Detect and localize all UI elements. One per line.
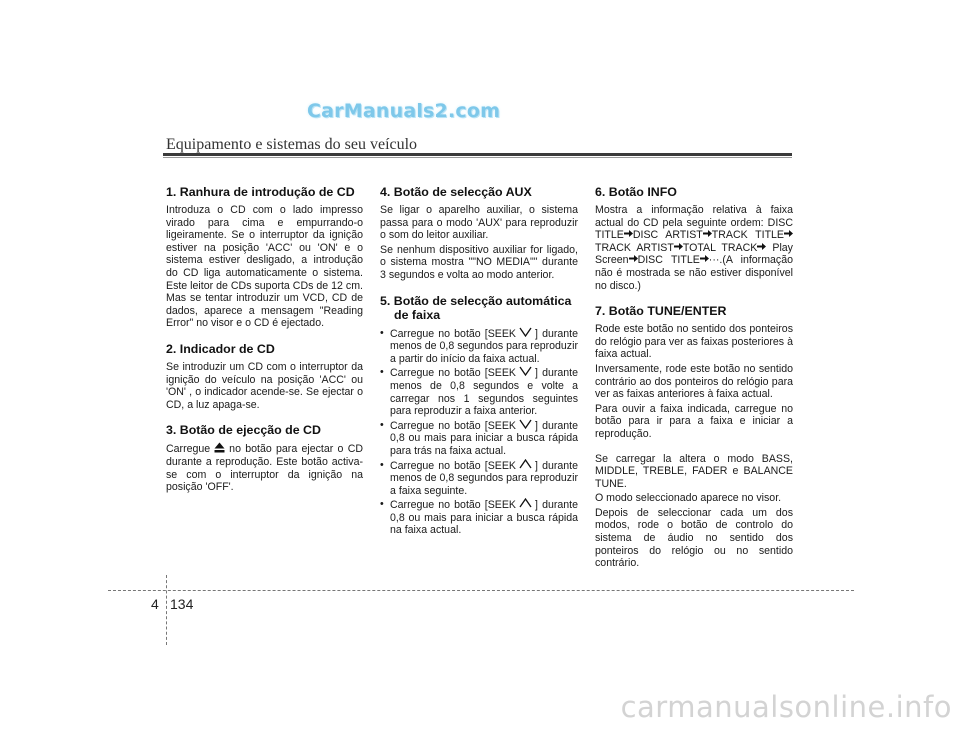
list-item	[380, 498, 578, 537]
info-seq-1: Mostra a informação relativa à faixa actual do CD pela seguinte ordem: DISC TITLE	[595, 204, 793, 242]
list-item	[380, 459, 578, 498]
section-text-cd-indicator: Se introduzir um CD com o interruptor da ignição do veículo na posição 'ACC' ou 'ON' , o indicador acende-se. Se ejectar o CD, a luz apaga-se.	[166, 360, 363, 411]
eject-text-a: Carregue	[166, 443, 211, 456]
footer-dashed-divider	[166, 575, 167, 645]
column-2	[380, 185, 578, 538]
arrow-right-icon	[629, 255, 638, 262]
section-title-cd-indicator: 2. Indicador de CD	[166, 341, 275, 356]
section-text-info	[595, 204, 793, 292]
bullet-rest: durante 0,8 ou mais para iniciar a busca rápida na faixa actual.	[390, 499, 578, 537]
page-header-title: Equipamento e sistemas do seu veículo	[166, 136, 418, 153]
list-item	[380, 419, 578, 458]
arrow-right-icon	[624, 230, 633, 237]
header-rule-thin	[163, 157, 792, 158]
section-text-aux-1: Se ligar o aparelho auxiliar, o sistema passa para o modo 'AUX' para reproduzir o som do leitor auxiliar.	[380, 204, 578, 242]
list-item	[380, 366, 578, 417]
section-text-tune-5: O modo seleccionado aparece no visor.	[595, 492, 782, 505]
bullet-post: ]	[535, 499, 538, 512]
bullet-post: ]	[535, 419, 538, 432]
bullet-rest: durante menos de 0,8 segundos para reproduzir a partir do início da faixa actual.	[390, 327, 578, 365]
column-1	[166, 185, 363, 500]
section-text-tune-2: Inversamente, rode este botão no sentido contrário ao dos ponteiros do relógio para ver as faixas anteriores à faixa actual.	[595, 362, 793, 401]
seek-title-line2: de faixa	[394, 307, 441, 322]
info-seq-5: TOTAL TRACK	[682, 241, 758, 254]
chevron-down-icon	[519, 419, 532, 429]
chevron-up-icon	[519, 459, 532, 469]
bullet-post: ]	[535, 327, 538, 340]
seek-title-line1: 5. Botão de selecção automática	[380, 293, 572, 308]
bullet-rest: durante 0,8 ou mais para iniciar a busca rápida para trás na faixa actual.	[390, 419, 578, 457]
seek-bullet-list	[380, 327, 578, 538]
carmanualsonline-watermark: carmanualsonline.info	[620, 690, 952, 724]
carmanuals2-watermark: CarManuals2.com	[307, 100, 501, 122]
chevron-up-icon	[519, 498, 532, 508]
arrow-right-icon	[703, 230, 712, 237]
section-text-tune-4: Se carregar la altera o modo BASS, MIDDLE, TREBLE, FADER e BALANCE TUNE.	[595, 452, 793, 490]
bullet-pre: Carregue no botão [SEEK	[390, 499, 516, 512]
footer-dashed-rule	[108, 590, 854, 591]
section-title-aux-button: 4. Botão de selecção AUX	[380, 185, 532, 199]
section-title-tune-button: 7. Botão TUNE/ENTER	[595, 304, 727, 319]
header-rule	[163, 153, 792, 156]
section-title-eject-button: 3. Botão de ejecção de CD	[166, 423, 321, 438]
page-number: 134	[170, 596, 194, 612]
bullet-post: ]	[535, 367, 538, 380]
bullet-pre: Carregue no botão [SEEK	[390, 419, 516, 432]
bullet-pre: Carregue no botão [SEEK	[390, 327, 516, 340]
bullet-pre: Carregue no botão [SEEK	[390, 459, 516, 472]
info-seq-6: Play Screen	[595, 241, 793, 267]
info-seq-4: TRACK ARTIST	[595, 241, 674, 254]
bullet-post: ]	[535, 459, 538, 472]
section-title-info-button: 6. Botão INFO	[595, 185, 677, 199]
chevron-down-icon	[519, 366, 532, 376]
section-text-eject-button	[166, 442, 363, 493]
eject-text-b: no botão para ejectar o CD durante a reprodução. Este botão activa-se com o interruptor da ignição na posição 'OFF'.	[166, 443, 363, 494]
section-text-tune-6: Depois de seleccionar cada um dos modos, rode o botão de controlo do sistema de áudio no sentido dos ponteiros do relógio ou no sentido contrário.	[595, 506, 793, 570]
chevron-down-icon	[519, 327, 532, 337]
info-seq-3: TRACK TITLE	[711, 229, 784, 242]
section-title-seek-button	[380, 294, 578, 322]
section-title-cd-slot: 1. Ranhura de introdução de CD	[166, 185, 355, 199]
arrow-right-icon	[757, 243, 766, 250]
section-text-aux-2: Se nenhum dispositivo auxiliar for ligado, o sistema mostra ""NO MEDIA"" durante 3 segundos e volta ao modo anterior.	[380, 243, 578, 281]
section-text-tune-1: Rode este botão no sentido dos ponteiros do relógio para ver as faixas posteriores à faixa actual.	[595, 323, 793, 361]
section-text-tune-3: Para ouvir a faixa indicada, carregue no botão para ir para a faixa e iniciar a reprodução.	[595, 402, 793, 440]
column-3	[595, 185, 793, 576]
arrow-right-icon	[674, 243, 683, 250]
list-item	[380, 327, 578, 366]
chapter-number: 4	[151, 596, 159, 612]
bullet-rest: durante menos de 0,8 segundos para reproduzir a faixa seguinte.	[390, 459, 578, 497]
bullet-pre: Carregue no botão [SEEK	[390, 367, 516, 380]
info-seq-8: ···.(A informação não é mostrada se não estiver disponível no disco.)	[595, 254, 793, 292]
section-text-cd-slot: Introduza o CD com o lado impresso virado para cima e empurrando-o ligeiramente. Se o interruptor da ignição estiver na posição 'ACC' ou 'ON' e o sistema estiver desligado, a introdução do CD liga automaticamente o sistema. Este leitor de CDs suporta CDs de 12 cm. Mas se tentar introduzir um VCD, CD de dados, aparece a mensagem "Reading Error" no visor e o CD é ejectado.	[166, 204, 363, 330]
eject-icon	[214, 442, 225, 453]
arrow-right-icon	[700, 255, 709, 262]
arrow-right-icon	[784, 230, 793, 237]
info-seq-7: DISC TITLE	[637, 254, 700, 267]
bullet-rest: durante menos de 0,8 segundos e volte a carregar nos 1 segundos seguintes para reproduzir a faixa anterior.	[390, 367, 578, 418]
info-seq-2: DISC ARTIST	[632, 229, 703, 242]
